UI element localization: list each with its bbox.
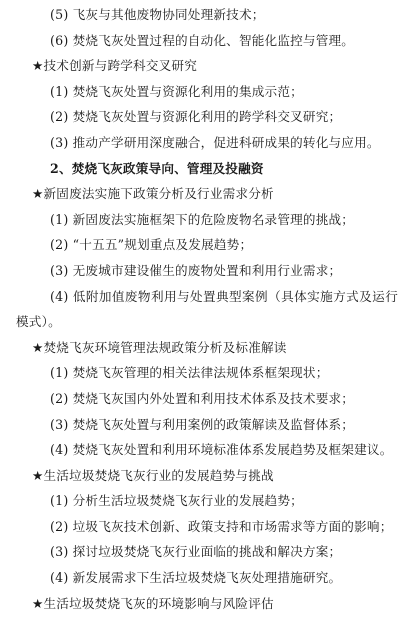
star-icon: ★: [32, 595, 44, 611]
list-item: (2) 垃圾飞灰技术创新、政策支持和市场需求等方面的影响；: [50, 518, 393, 534]
star-icon: ★: [32, 186, 44, 202]
subsection-heading: [16, 335, 398, 361]
list-item: (4) 焚烧飞灰处置和利用环境标准体系发展趋势及框架建议。: [50, 442, 393, 458]
subsection-heading-text: 新固废法实施下政策分析及行业需求分析: [43, 186, 274, 202]
list-item: (2) 焚烧飞灰国内外处置和利用技术体系及技术要求；: [50, 390, 355, 406]
star-icon: ★: [32, 339, 44, 355]
list-item: (1) 分析生活垃圾焚烧飞灰行业的发展趋势；: [50, 493, 303, 509]
star-icon: ★: [32, 58, 44, 74]
list-item: (4) 新发展需求下生活垃圾焚烧飞灰处理措施研究。: [50, 570, 342, 586]
star-icon: ★: [32, 467, 44, 483]
subsection-heading: [16, 53, 398, 79]
list-item: (1) 焚烧飞灰处置与资源化利用的集成示范；: [50, 83, 303, 99]
list-item: (3) 无废城市建设催生的废物处置和利用行业需求；: [50, 262, 342, 278]
subsection-heading-text: 焚烧飞灰环境管理法规政策分析及标准解读: [43, 339, 287, 355]
list-item: (6) 焚烧飞灰处置过程的自动化、智能化监控与管理。: [50, 32, 355, 48]
subsection-heading: [16, 463, 398, 489]
list-item: (3) 焚烧飞灰处置与利用案例的政策解读及监督体系；: [50, 416, 355, 432]
subsection-heading: [16, 591, 398, 617]
subsection-heading-text: 生活垃圾焚烧飞灰的环境影响与风险评估: [43, 595, 274, 611]
list-item: (2) “十五五”规划重点及发展趋势；: [50, 237, 253, 253]
list-item: (1) 新固废法实施框架下的危险废物名录管理的挑战；: [50, 211, 355, 227]
list-item: (3) 推动产学研用深度融合，促进科研成果的转化与应用。: [50, 134, 380, 150]
list-item: (4) 低附加值废物利用与处置典型案例（具体实施方式及运行模式）。: [16, 288, 398, 330]
list-item: (2) 焚烧飞灰处置与资源化利用的跨学科交叉研究；: [50, 109, 342, 125]
document-body: [16, 2, 398, 616]
section-heading: 2、焚烧飞灰政策导向、管理及投融资: [50, 160, 264, 176]
list-item: (1) 焚烧飞灰管理的相关法律法规体系框架现状；: [50, 365, 329, 381]
subsection-heading-text: 技术创新与跨学科交叉研究: [43, 58, 198, 74]
list-item: (3) 探讨垃圾焚烧飞灰行业面临的挑战和解决方案；: [50, 544, 342, 560]
subsection-heading-text: 生活垃圾焚烧飞灰行业的发展趋势与挑战: [43, 467, 274, 483]
subsection-heading: [16, 181, 398, 207]
list-item: (5) 飞灰与其他废物协同处理新技术；: [50, 7, 265, 22]
